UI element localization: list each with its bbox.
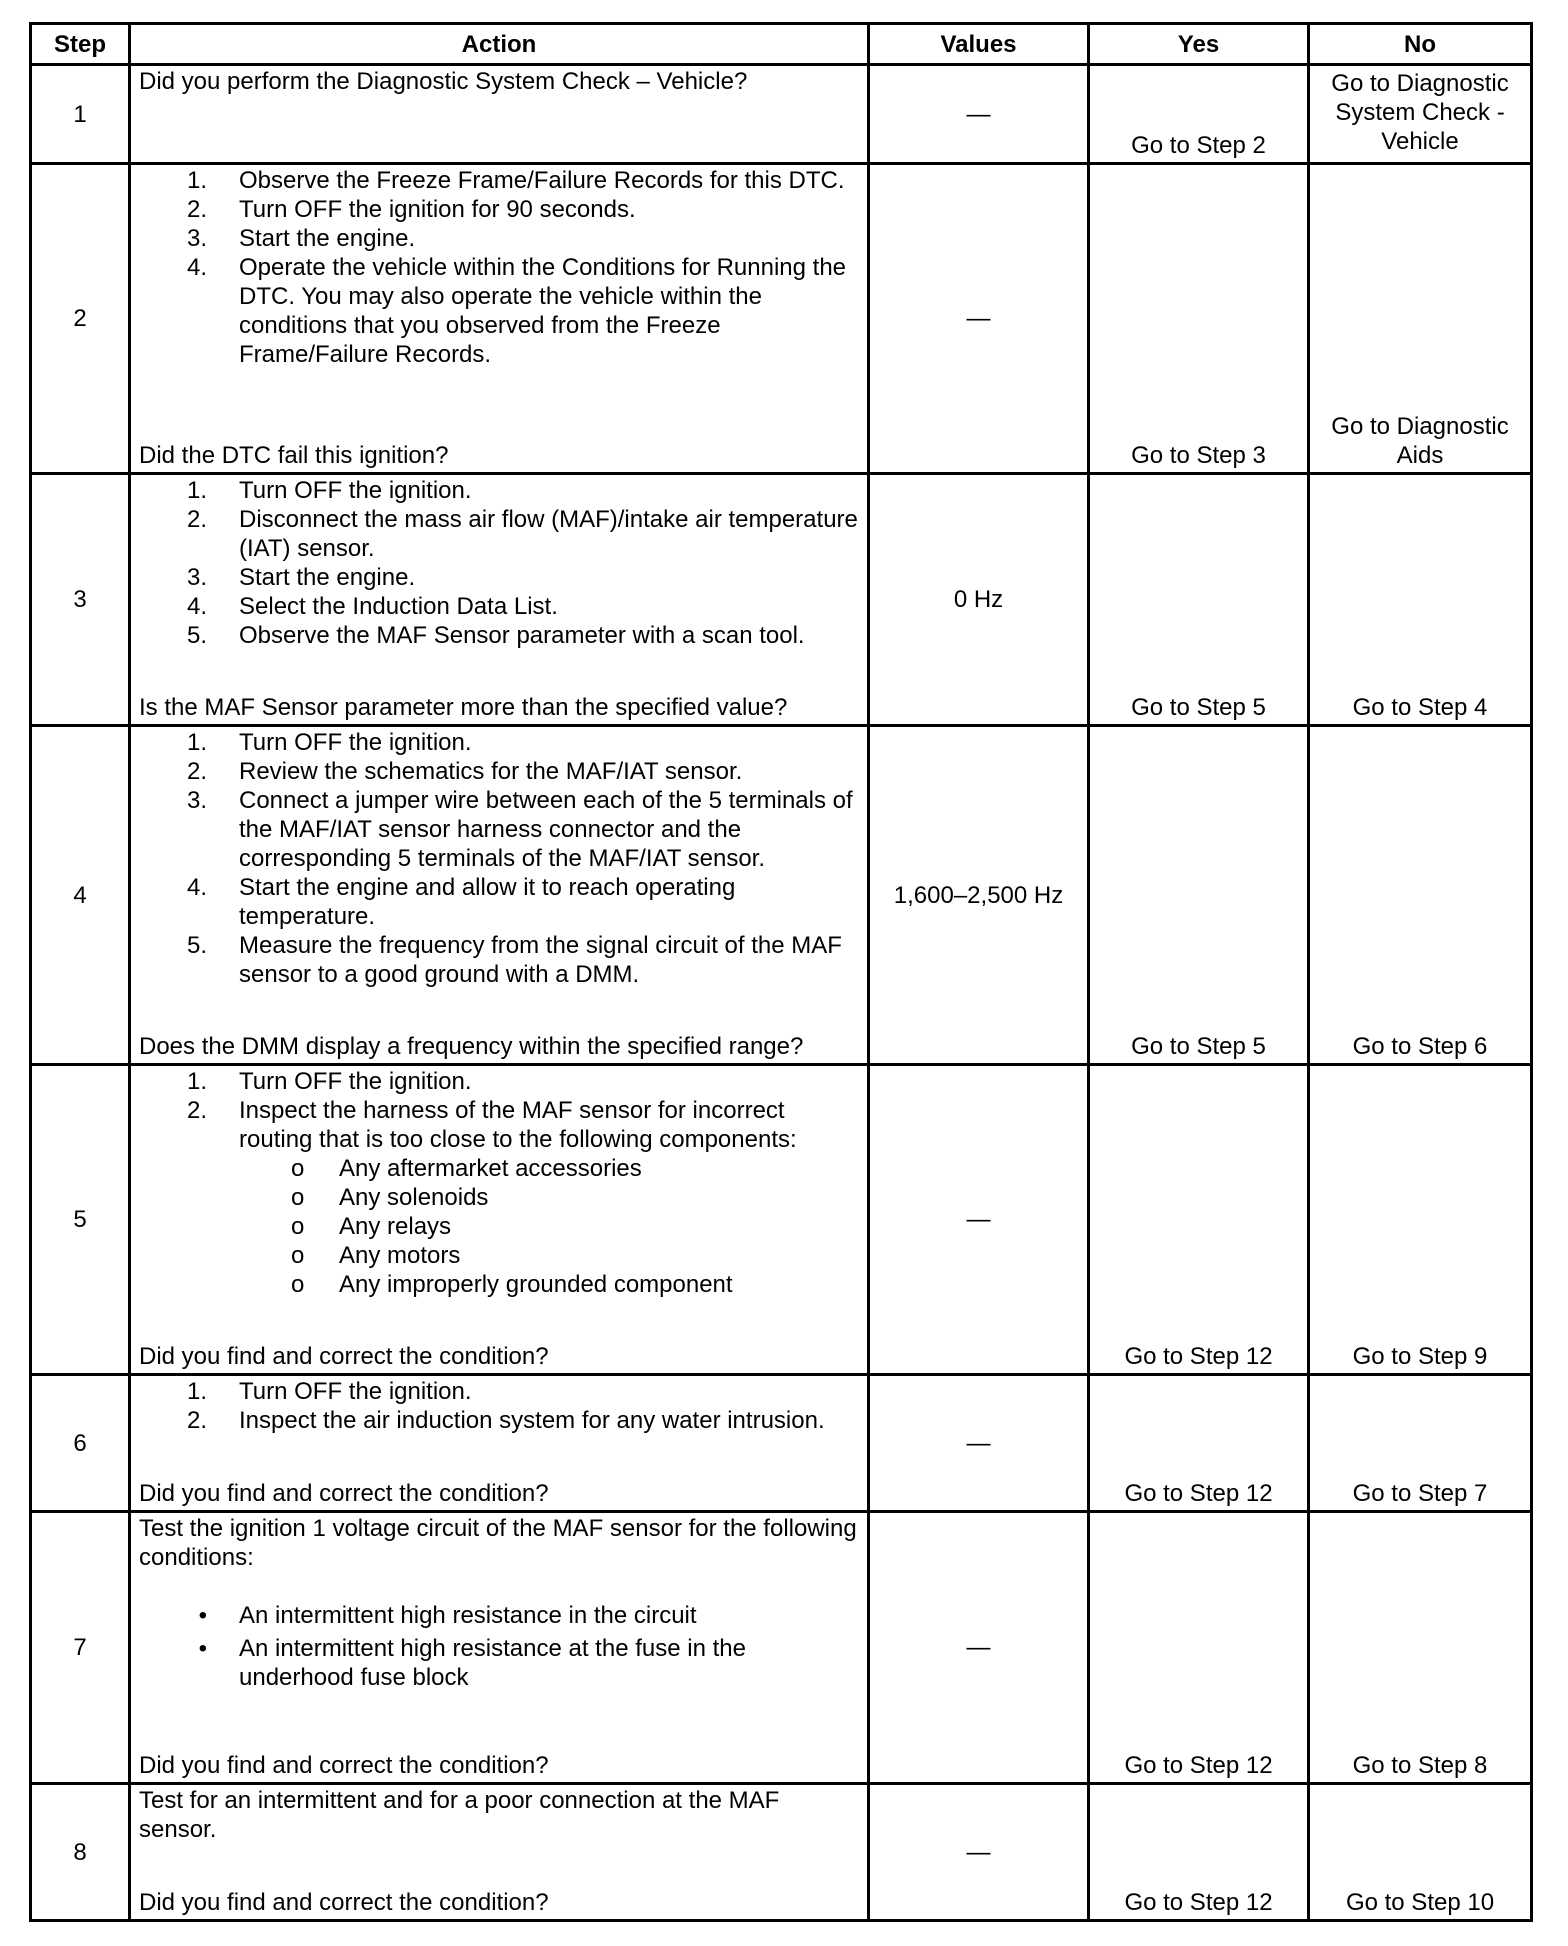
no-cell: Go to Step 9 [1309, 1065, 1532, 1375]
header-values: Values [869, 24, 1089, 65]
list-item: 3. Connect a jumper wire between each of the 5 terminals of the MAF/IAT sensor harness connector and the corresponding 5 terminals of the MAF/IAT sensor. [186, 787, 853, 872]
numbered-list [139, 476, 863, 650]
table-row [31, 726, 1532, 1065]
yes-cell: Go to Step 2 [1089, 65, 1309, 164]
list-item: 1. Turn OFF the ignition. [186, 1068, 472, 1095]
no-text: Go to Diagnostic Aids [1331, 413, 1509, 469]
list-item: 3. Start the engine. [186, 225, 416, 252]
no-cell: Go to Step 10 [1309, 1784, 1532, 1921]
value-cell: — [869, 65, 1089, 164]
step-number: 2 [31, 164, 130, 474]
action-cell [130, 474, 869, 726]
yes-cell: Go to Step 12 [1089, 1065, 1309, 1375]
table-row [31, 474, 1532, 726]
table-row [31, 1512, 1532, 1784]
sub-list-item: o Any motors [291, 1242, 461, 1269]
value-cell: 0 Hz [869, 474, 1089, 726]
list-item: 4. Start the engine and allow it to reach operating temperature. [186, 874, 736, 930]
action-question: Did you find and correct the condition? [139, 1752, 549, 1779]
table-row [31, 1784, 1532, 1921]
action-cell [130, 1512, 869, 1784]
no-cell: Go to Step 8 [1309, 1512, 1532, 1784]
list-item: 1. Turn OFF the ignition. [186, 1378, 472, 1405]
sub-list-item: o Any aftermarket accessories [291, 1155, 642, 1182]
table-row [31, 1375, 1532, 1512]
list-item: 2. Inspect the harness of the MAF sensor for incorrect routing that is too close to the following components: [186, 1097, 797, 1153]
bullet-list [139, 1601, 863, 1692]
numbered-list [139, 1377, 863, 1435]
action-question: Is the MAF Sensor parameter more than the specified value? [139, 694, 788, 721]
table-row [31, 65, 1532, 164]
value-cell: — [869, 1512, 1089, 1784]
header-action: Action [130, 24, 869, 65]
action-cell [130, 164, 869, 474]
no-cell [1309, 164, 1532, 474]
value-cell: — [869, 1784, 1089, 1921]
action-question: Did you find and correct the condition? [139, 1343, 549, 1370]
value-cell: — [869, 164, 1089, 474]
table-row [31, 1065, 1532, 1375]
list-item: 1. Turn OFF the ignition. [186, 477, 472, 504]
numbered-list [139, 1067, 863, 1154]
header-row [31, 24, 1532, 65]
table-row [31, 164, 1532, 474]
list-item: 5. Observe the MAF Sensor parameter with a scan tool. [186, 622, 805, 649]
numbered-list [139, 166, 863, 369]
no-text: Go to Diagnostic System Check - Vehicle [1331, 70, 1509, 155]
yes-cell: Go to Step 12 [1089, 1784, 1309, 1921]
sub-list-item: o Any relays [291, 1213, 452, 1240]
header-step: Step [31, 24, 130, 65]
list-item: • An intermittent high resistance at the fuse in the underhood fuse block [198, 1635, 746, 1691]
yes-cell: Go to Step 12 [1089, 1375, 1309, 1512]
list-item: 3. Start the engine. [186, 564, 416, 591]
yes-cell: Go to Step 5 [1089, 474, 1309, 726]
no-cell: Go to Step 4 [1309, 474, 1532, 726]
no-cell: Go to Step 6 [1309, 726, 1532, 1065]
action-question: Did you find and correct the condition? [139, 1480, 549, 1507]
header-yes: Yes [1089, 24, 1309, 65]
value-cell: 1,600–2,500 Hz [869, 726, 1089, 1065]
no-cell [1309, 65, 1532, 164]
sub-list-item: o Any improperly grounded component [291, 1271, 733, 1298]
step-number: 3 [31, 474, 130, 726]
action-question: Did you find and correct the condition? [139, 1889, 549, 1916]
no-cell: Go to Step 7 [1309, 1375, 1532, 1512]
yes-cell: Go to Step 3 [1089, 164, 1309, 474]
action-description: Test for an intermittent and for a poor connection at the MAF sensor. [139, 1787, 780, 1843]
list-item: 4. Select the Induction Data List. [186, 593, 558, 620]
list-item: 2. Review the schematics for the MAF/IAT sensor. [186, 758, 743, 785]
list-item: 1. Observe the Freeze Frame/Failure Records for this DTC. [186, 167, 845, 194]
step-number: 5 [31, 1065, 130, 1375]
diagnostic-table [29, 22, 1533, 1922]
action-question: Does the DMM display a frequency within the specified range? [139, 1033, 804, 1060]
step-number: 4 [31, 726, 130, 1065]
list-item: 5. Measure the frequency from the signal circuit of the MAF sensor to a good ground with a DMM. [186, 932, 842, 988]
action-question: Did you perform the Diagnostic System Check – Vehicle? [139, 68, 748, 95]
yes-cell: Go to Step 5 [1089, 726, 1309, 1065]
value-cell: — [869, 1065, 1089, 1375]
step-number: 6 [31, 1375, 130, 1512]
sub-list-item: o Any solenoids [291, 1184, 489, 1211]
action-cell [130, 65, 869, 164]
yes-cell: Go to Step 12 [1089, 1512, 1309, 1784]
list-item: 2. Disconnect the mass air flow (MAF)/intake air temperature (IAT) sensor. [186, 506, 858, 562]
header-no: No [1309, 24, 1532, 65]
sub-list [139, 1154, 863, 1299]
value-cell: — [869, 1375, 1089, 1512]
list-item: • An intermittent high resistance in the circuit [198, 1602, 697, 1629]
step-number: 1 [31, 65, 130, 164]
action-cell [130, 1375, 869, 1512]
list-item: 1. Turn OFF the ignition. [186, 729, 472, 756]
list-item: 4. Operate the vehicle within the Conditions for Running the DTC. You may also operate the vehicle within the conditions that you observed from the Freeze Frame/Failure Records. [186, 254, 847, 368]
list-item: 2. Inspect the air induction system for any water intrusion. [186, 1407, 825, 1434]
action-question: Did the DTC fail this ignition? [139, 442, 449, 469]
action-cell [130, 726, 869, 1065]
list-item: 2. Turn OFF the ignition for 90 seconds. [186, 196, 636, 223]
step-number: 7 [31, 1512, 130, 1784]
action-cell [130, 1784, 869, 1921]
numbered-list [139, 728, 863, 989]
step-number: 8 [31, 1784, 130, 1921]
action-cell [130, 1065, 869, 1375]
action-description: Test the ignition 1 voltage circuit of the MAF sensor for the following conditions: [139, 1515, 857, 1571]
